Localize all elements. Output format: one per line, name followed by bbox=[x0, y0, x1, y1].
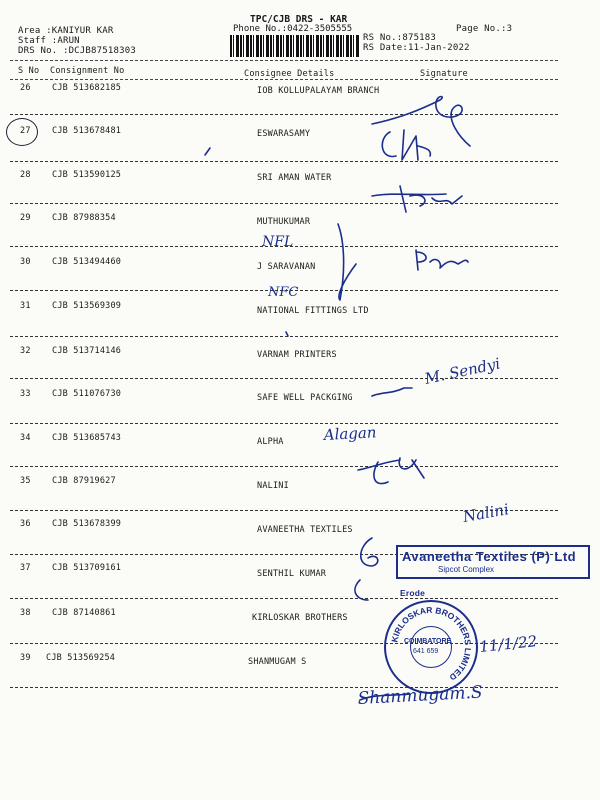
row-consignee: KIRLOSKAR BROTHERS bbox=[252, 613, 348, 623]
row-sno: 27 bbox=[20, 126, 31, 136]
row-sno: 39 bbox=[20, 653, 31, 663]
row-sno: 37 bbox=[20, 563, 31, 573]
row-sno: 35 bbox=[20, 476, 31, 486]
row-consignee: SAFE WELL PACKGING bbox=[257, 393, 353, 403]
signature-row30 bbox=[416, 250, 468, 270]
seal-city: COIMBATORE bbox=[404, 638, 452, 645]
row-consignment: CJB 513569309 bbox=[52, 301, 122, 311]
handwritten-nfc: NFC bbox=[268, 285, 299, 300]
handwritten-nfl: NFL bbox=[262, 234, 294, 250]
row-sno: 33 bbox=[20, 389, 31, 399]
row-consignment: CJB 87919627 bbox=[52, 476, 116, 486]
signature-row26 bbox=[372, 97, 470, 147]
row-sno: 38 bbox=[20, 608, 31, 618]
signature-nalini: Nalini bbox=[461, 500, 511, 526]
rs-date: RS Date:11-Jan-2022 bbox=[363, 43, 470, 53]
row-consignment: CJB 513678481 bbox=[52, 126, 122, 136]
row-consignee: NATIONAL FITTINGS LTD bbox=[257, 306, 369, 316]
signature-row28 bbox=[372, 186, 462, 212]
stamp-company-name: Avaneetha Textiles (P) Ltd bbox=[402, 549, 577, 564]
row-consignee: IOB KOLLUPALAYAM BRANCH bbox=[257, 86, 380, 96]
row-sno: 32 bbox=[20, 346, 31, 356]
handwritten-date: 11/1/22 bbox=[478, 632, 538, 656]
row-consignment: CJB 87140861 bbox=[52, 608, 116, 618]
row-sno: 31 bbox=[20, 301, 31, 311]
row-consignee: VARNAM PRINTERS bbox=[257, 350, 337, 360]
signature-row29 bbox=[338, 224, 356, 300]
col-signature: Signature bbox=[420, 69, 468, 79]
row-consignment: CJB 513569254 bbox=[46, 653, 116, 663]
row-consignee: SRI AMAN WATER bbox=[257, 173, 332, 183]
signature-row33 bbox=[372, 388, 412, 396]
row-consignee: ALPHA bbox=[257, 437, 284, 447]
rs-number: RS No.:875183 bbox=[363, 33, 437, 43]
row-sno: 26 bbox=[20, 83, 31, 93]
row-sno: 30 bbox=[20, 257, 31, 267]
row-consignee: MUTHUKUMAR bbox=[257, 217, 311, 227]
stray-mark bbox=[286, 332, 288, 336]
seal-ring-text: KIRLOSKAR BROTHERS LIMITED bbox=[389, 604, 474, 683]
row-consignee: SENTHIL KUMAR bbox=[257, 569, 327, 579]
row-consignment: CJB 87988354 bbox=[52, 213, 116, 223]
row-consignee: SHANMUGAM S bbox=[248, 657, 307, 667]
row-consignee: J SARAVANAN bbox=[257, 262, 316, 272]
signature-row37 bbox=[355, 538, 378, 600]
stamp-cut-text: Erode bbox=[400, 588, 426, 598]
row-consignment: CJB 513714146 bbox=[52, 346, 122, 356]
area-field: Area :KANIYUR KAR bbox=[18, 26, 114, 36]
row-consignment: CJB 513678399 bbox=[52, 519, 122, 529]
row-consignment: CJB 513709161 bbox=[52, 563, 122, 573]
tick-mark bbox=[205, 148, 210, 155]
row-sno: 29 bbox=[20, 213, 31, 223]
row-consignment: CJB 513685743 bbox=[52, 433, 122, 443]
signature-alagan: Alagan bbox=[323, 423, 377, 444]
row-consignment: CJB 513494460 bbox=[52, 257, 122, 267]
signature-sendyi: M. Sendyi bbox=[423, 354, 502, 388]
row-sno: 36 bbox=[20, 519, 31, 529]
signature-row27 bbox=[382, 130, 430, 160]
staff-field: Staff :ARUN bbox=[18, 36, 80, 46]
row-sno: 28 bbox=[20, 170, 31, 180]
row-consignee: ESWARASAMY bbox=[257, 129, 311, 139]
row-sno: 34 bbox=[20, 433, 31, 443]
col-sno: S No bbox=[18, 66, 40, 76]
row-consignment: CJB 513682185 bbox=[52, 83, 122, 93]
page-number: Page No.:3 bbox=[456, 24, 513, 34]
seal-pin: 641 659 bbox=[413, 648, 439, 655]
signature-shanmugam: Shanmugam.S bbox=[357, 682, 484, 709]
col-consignee: Consignee Details bbox=[244, 69, 335, 79]
drs-title: TPC/CJB DRS - KAR bbox=[250, 14, 348, 25]
row-consignment: CJB 511076730 bbox=[52, 389, 122, 399]
signature-row35 bbox=[358, 458, 424, 484]
row-consignee: NALINI bbox=[257, 481, 289, 491]
drs-number: DRS No. :DCJB87518303 bbox=[18, 46, 136, 56]
row-consignee: AVANEETHA TEXTILES bbox=[257, 525, 353, 535]
stamp-subtitle: Sipcot Complex bbox=[438, 565, 495, 574]
col-consignment: Consignment No bbox=[50, 66, 125, 76]
row-consignment: CJB 513590125 bbox=[52, 170, 122, 180]
phone-number: Phone No.:0422-3505555 bbox=[233, 24, 353, 34]
